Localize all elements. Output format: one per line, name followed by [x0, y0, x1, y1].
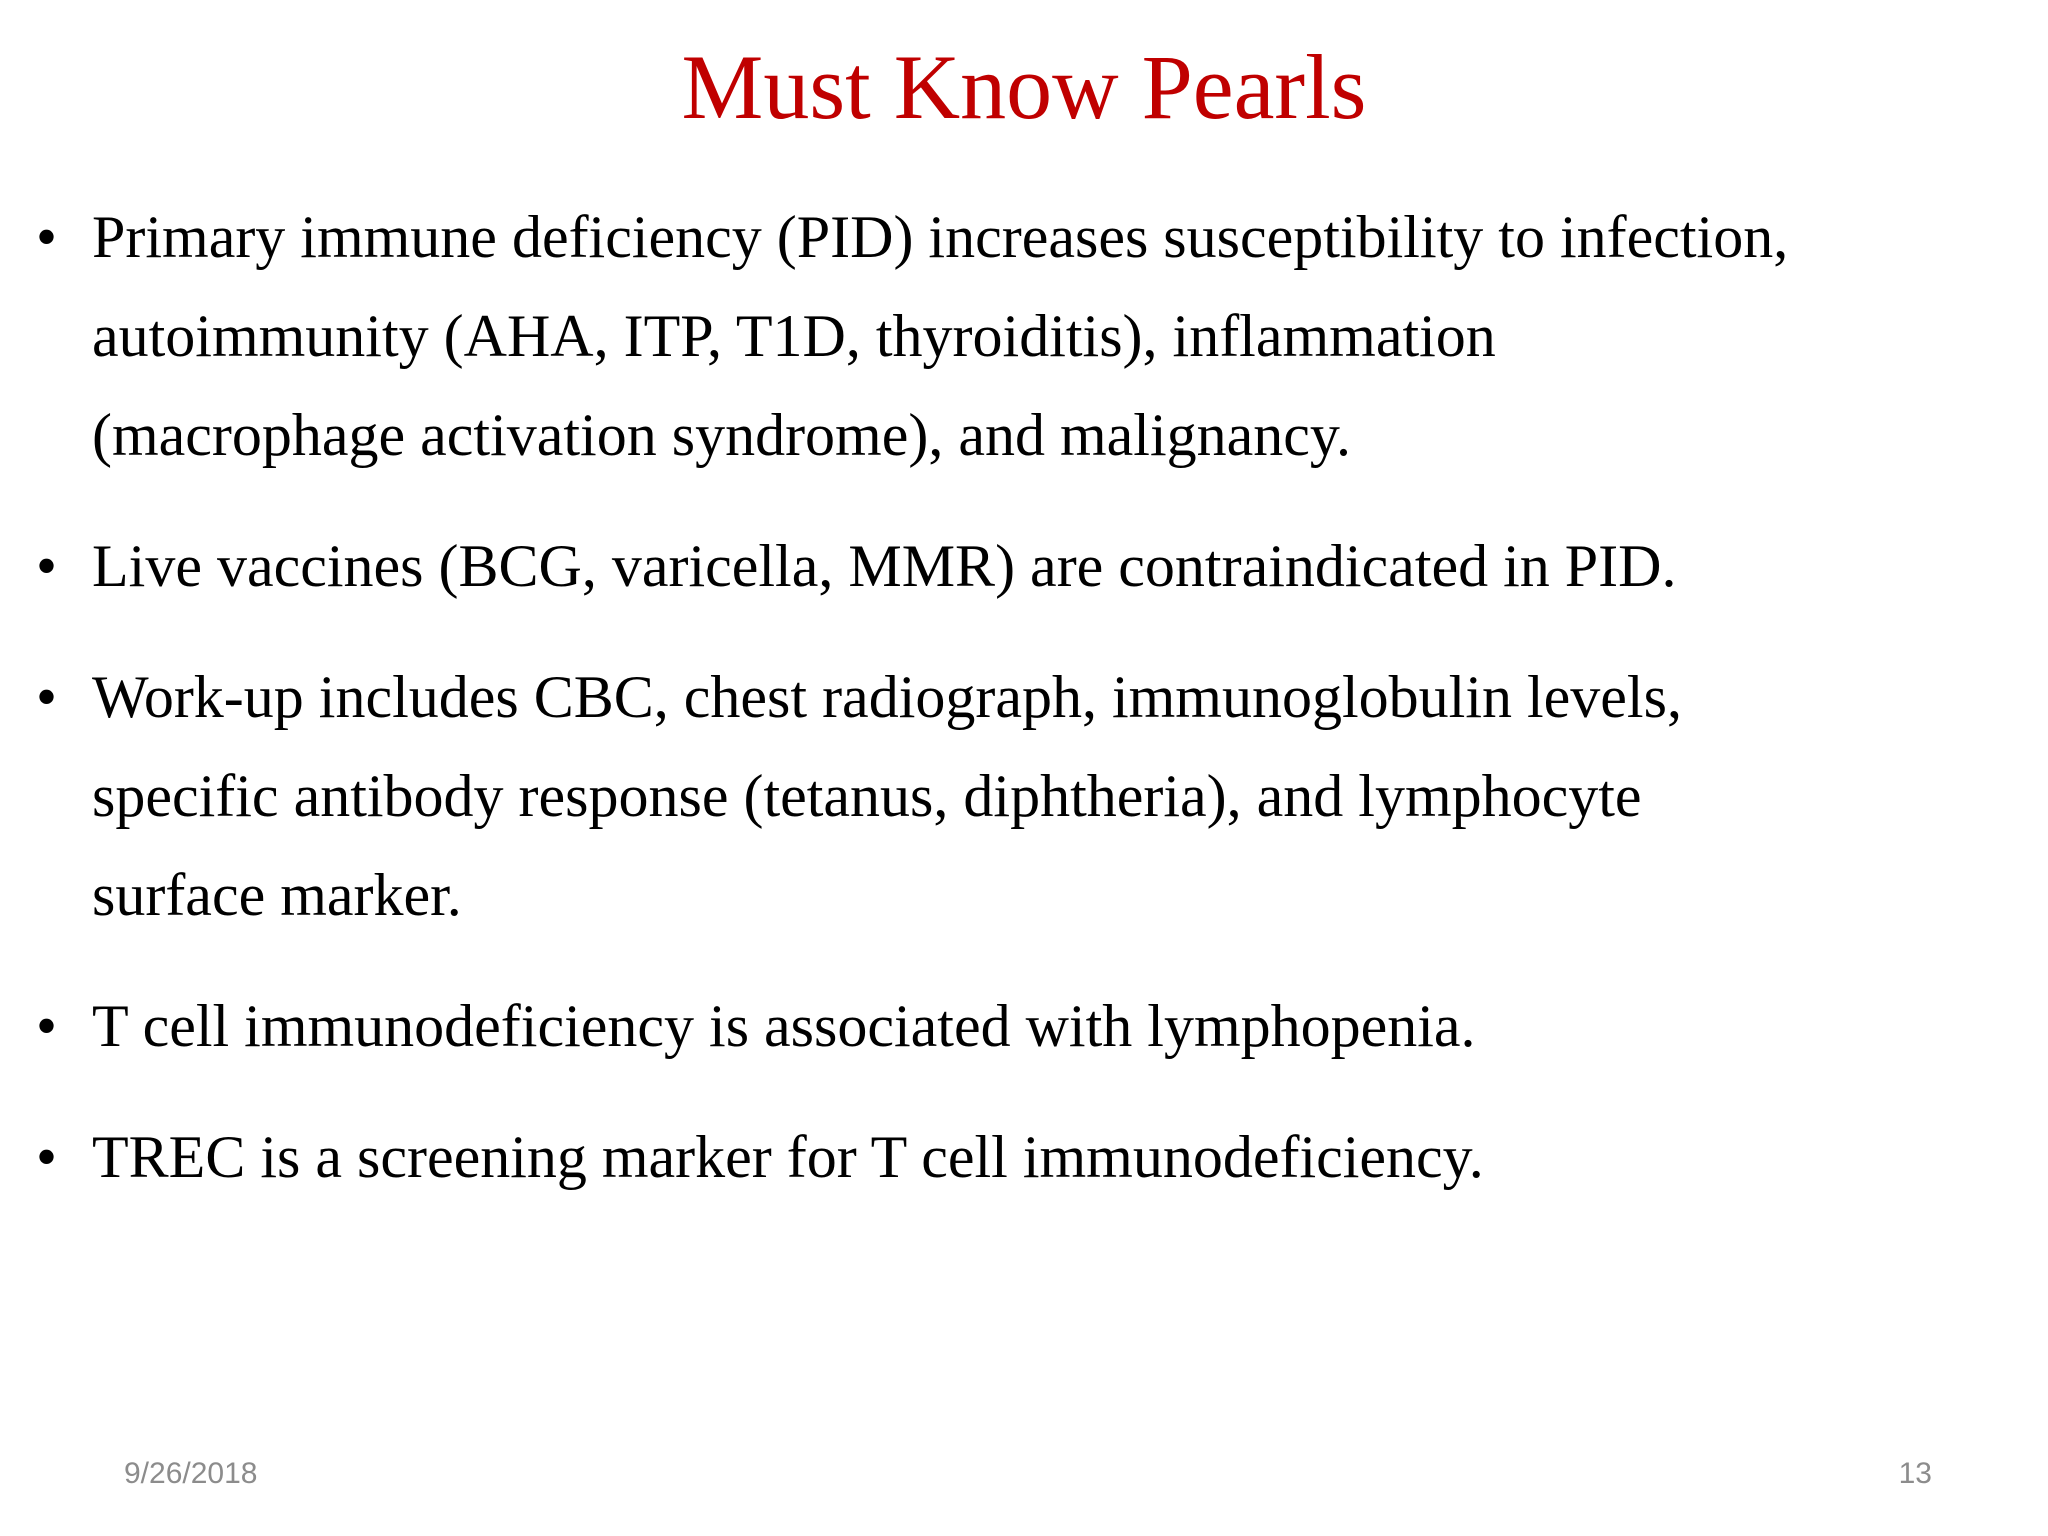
- bullet-text-line: (macrophage activation syndrome), and malignancy.: [92, 402, 1351, 468]
- slide-title: Must Know Pearls: [681, 36, 1367, 138]
- bullet-text-line: surface marker.: [92, 862, 462, 928]
- bullet-text-line: Live vaccines (BCG, varicella, MMR) are contraindicated in PID.: [92, 533, 1677, 599]
- bullet-text-line: Work-up includes CBC, chest radiograph, immunoglobulin levels,: [92, 664, 1682, 730]
- bullet-text-line: TREC is a screening marker for T cell immunodeficiency.: [92, 1124, 1484, 1190]
- bullet-dot-icon: •: [36, 1124, 58, 1190]
- bullet-dot-icon: •: [36, 204, 58, 270]
- bullet-item: [36, 1108, 2026, 1207]
- footer-date: 9/26/2018: [124, 1457, 258, 1490]
- bullet-text-line: T cell immunodeficiency is associated with lymphopenia.: [92, 993, 1476, 1059]
- bullet-dot-icon: •: [36, 533, 58, 599]
- bullet-text-line: specific antibody response (tetanus, diphtheria), and lymphocyte: [92, 763, 1642, 829]
- bullet-dot-icon: •: [36, 993, 58, 1059]
- bullet-dot-icon: •: [36, 664, 58, 730]
- bullet-item: [36, 517, 2026, 616]
- bullet-item: [36, 188, 2026, 485]
- bullet-list: [36, 188, 2026, 1239]
- footer-page-number: 13: [1898, 1457, 1932, 1490]
- bullet-item: [36, 977, 2026, 1076]
- bullet-text-line: Primary immune deficiency (PID) increases susceptibility to infection,: [92, 204, 1789, 270]
- bullet-item: [36, 648, 2026, 945]
- bullet-text-line: autoimmunity (AHA, ITP, T1D, thyroiditis), inflammation: [92, 303, 1496, 369]
